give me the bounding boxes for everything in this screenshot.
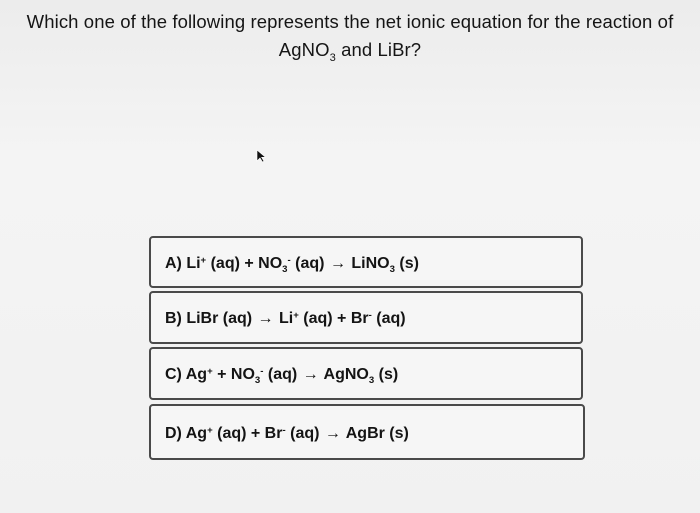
option-a-part: (aq) + NO	[206, 255, 283, 272]
option-c-part: (aq)	[263, 366, 302, 383]
option-b-part: (aq) + Br	[298, 310, 369, 327]
answer-option-d[interactable]	[149, 404, 585, 460]
option-b-part: Li	[274, 310, 294, 327]
option-c-part: AgNO	[319, 366, 369, 383]
option-d-text	[165, 406, 409, 462]
option-b-superscript: +	[293, 309, 299, 321]
option-a-part: LiNO	[346, 255, 390, 272]
answer-option-b[interactable]	[149, 291, 583, 344]
option-b-part: (aq)	[371, 310, 406, 327]
reaction-arrow-icon: →	[329, 255, 346, 272]
answer-option-c[interactable]	[149, 347, 583, 400]
option-d-part: (aq) + Br	[212, 425, 283, 442]
question-formula-subscript: 3	[329, 51, 336, 64]
option-a-part: (s)	[394, 255, 419, 272]
reaction-arrow-icon: →	[324, 425, 341, 442]
option-c-subscript: 3	[254, 375, 261, 387]
option-a-part: A) Li	[165, 255, 201, 272]
answer-option-a[interactable]	[149, 236, 583, 288]
option-a-subscript: 3	[282, 264, 288, 276]
option-c-part: + NO	[212, 366, 255, 383]
option-c-superscript: +	[207, 365, 213, 377]
option-d-superscript: +	[207, 424, 213, 436]
option-c-part: (s)	[374, 366, 399, 383]
option-b-text	[165, 293, 406, 345]
question-line-2	[0, 36, 700, 64]
option-c-subscript: 3	[368, 375, 375, 387]
option-d-superscript: -	[282, 424, 286, 436]
question-formula: AgNO	[278, 39, 330, 60]
option-d-part: AgBr (s)	[341, 425, 409, 442]
question-line-1: Which one of the following represents the net ionic equation for the reaction of	[26, 11, 674, 32]
option-d-part: D) Ag	[165, 425, 208, 442]
option-a-text	[165, 238, 419, 290]
option-a-part: (aq)	[290, 255, 329, 272]
mouse-pointer-icon	[255, 149, 267, 163]
reaction-arrow-icon: →	[257, 310, 274, 327]
option-c-text	[165, 349, 398, 401]
option-a-superscript: -	[287, 254, 291, 266]
option-d-part: (aq)	[285, 425, 324, 442]
option-a-superscript: +	[200, 254, 207, 266]
option-c-superscript: -	[260, 365, 264, 377]
option-c-part: C) Ag	[165, 366, 208, 383]
option-b-part: B) LiBr (aq)	[165, 310, 257, 327]
reaction-arrow-icon: →	[302, 366, 319, 383]
option-a-subscript: 3	[389, 264, 395, 276]
question-line-2-rest: and LiBr?	[335, 39, 422, 60]
option-b-superscript: -	[368, 309, 372, 321]
question-text	[0, 8, 700, 64]
